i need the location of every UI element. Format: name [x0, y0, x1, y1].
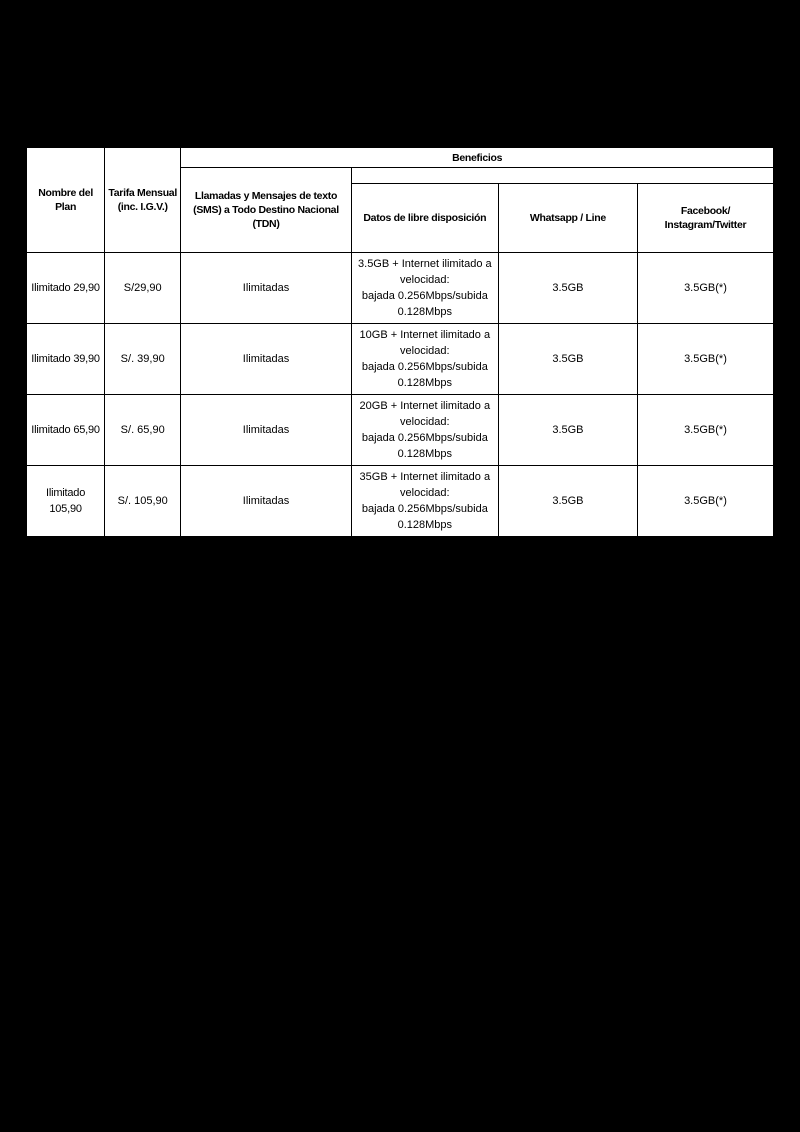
- table-row: [27, 395, 774, 466]
- header-tarifa: Tarifa Mensual (inc. I.G.V.): [105, 148, 181, 253]
- datos-line: 0.128Mbps: [397, 448, 453, 460]
- table-row: [27, 324, 774, 395]
- datos-cell: [351, 253, 498, 324]
- header-facebook: Facebook/ Instagram/Twitter: [637, 184, 773, 253]
- facebook-cell: 3.5GB(*): [637, 324, 773, 395]
- tarifa-cell: S/29,90: [105, 253, 181, 324]
- datos-line: velocidad:: [400, 487, 450, 499]
- datos-line: 0.128Mbps: [397, 519, 453, 531]
- header-plan-name: Nombre del Plan: [27, 148, 105, 253]
- datos-line: 0.128Mbps: [397, 377, 453, 389]
- table-row: [27, 253, 774, 324]
- plans-table: [26, 147, 774, 537]
- facebook-cell: 3.5GB(*): [637, 466, 773, 537]
- llamadas-cell: Ilimitadas: [181, 324, 352, 395]
- llamadas-cell: Ilimitadas: [181, 253, 352, 324]
- plan-name-cell: Ilimitado 29,90: [27, 253, 105, 324]
- datos-cell: [351, 395, 498, 466]
- header-datos: Datos de libre disposición: [351, 184, 498, 253]
- llamadas-cell: Ilimitadas: [181, 395, 352, 466]
- datos-line: velocidad:: [400, 416, 450, 428]
- plan-name-cell: Ilimitado 39,90: [27, 324, 105, 395]
- plan-name-cell: Ilimitado 105,90: [27, 466, 105, 537]
- datos-line: 35GB + Internet ilimitado a: [359, 471, 491, 483]
- facebook-cell: 3.5GB(*): [637, 395, 773, 466]
- datos-line: bajada 0.256Mbps/subida: [361, 503, 488, 515]
- datos-line: velocidad:: [400, 345, 450, 357]
- tarifa-cell: S/. 65,90: [105, 395, 181, 466]
- whatsapp-cell: 3.5GB: [498, 324, 637, 395]
- header-empty-band: [351, 168, 773, 184]
- header-whatsapp: Whatsapp / Line: [498, 184, 637, 253]
- plans-table-container: [26, 147, 774, 537]
- datos-line: bajada 0.256Mbps/subida: [361, 290, 488, 302]
- tarifa-cell: S/. 39,90: [105, 324, 181, 395]
- datos-cell: [351, 466, 498, 537]
- header-llamadas: Llamadas y Mensajes de texto (SMS) a Todo Destino Nacional (TDN): [181, 168, 352, 253]
- datos-line: 20GB + Internet ilimitado a: [359, 400, 491, 412]
- datos-line: 3.5GB + Internet ilimitado a: [358, 258, 492, 270]
- whatsapp-cell: 3.5GB: [498, 253, 637, 324]
- datos-cell: [351, 324, 498, 395]
- table-row: [27, 466, 774, 537]
- datos-line: bajada 0.256Mbps/subida: [361, 432, 488, 444]
- datos-line: velocidad:: [400, 274, 450, 286]
- plan-name-cell: Ilimitado 65,90: [27, 395, 105, 466]
- header-beneficios: Beneficios: [181, 148, 774, 168]
- datos-line: 10GB + Internet ilimitado a: [359, 329, 491, 341]
- facebook-cell: 3.5GB(*): [637, 253, 773, 324]
- whatsapp-cell: 3.5GB: [498, 466, 637, 537]
- tarifa-cell: S/. 105,90: [105, 466, 181, 537]
- datos-line: 0.128Mbps: [397, 306, 453, 318]
- llamadas-cell: Ilimitadas: [181, 466, 352, 537]
- whatsapp-cell: 3.5GB: [498, 395, 637, 466]
- datos-line: bajada 0.256Mbps/subida: [361, 361, 488, 373]
